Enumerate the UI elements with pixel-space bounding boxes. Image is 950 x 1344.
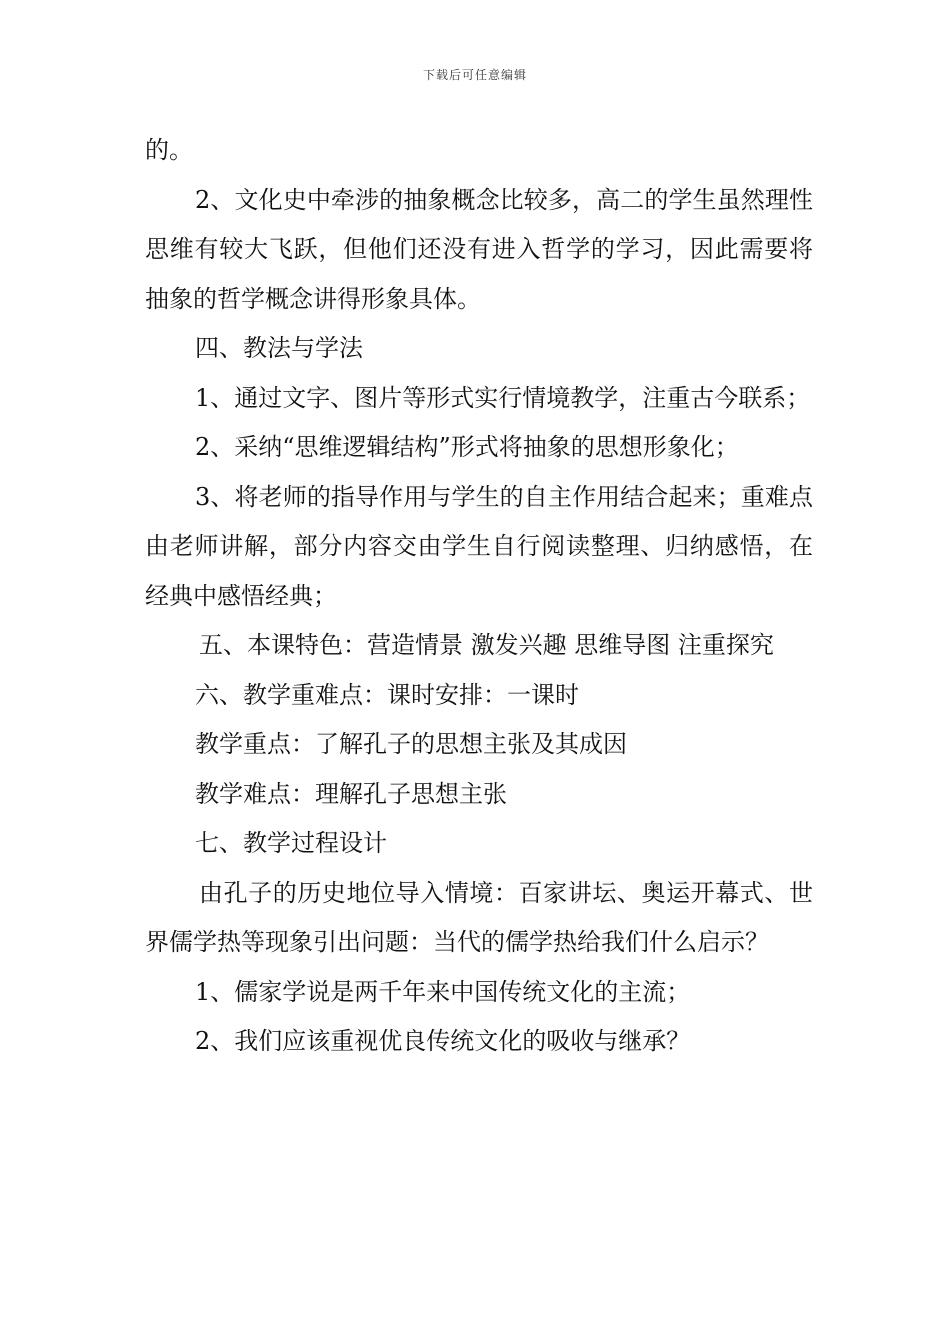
section-heading-methods: 四、教法与学法 bbox=[195, 334, 363, 362]
page-header-note: 下载后可任意编辑 bbox=[422, 68, 527, 82]
paragraph-introduction: 由孔子的历史地位导入情境：百家讲坛、奥运开幕式、世界儒学热等现象引出问题：当代的儒学热给我们什么启示？ bbox=[145, 878, 813, 956]
paragraph-continuation: 的。 bbox=[145, 136, 193, 164]
paragraph-key-point: 教学重点：了解孔子的思想主张及其成因 bbox=[195, 730, 627, 758]
section-heading-process: 七、教学过程设计 bbox=[195, 829, 387, 857]
paragraph-method-3: 3、将老师的指导作用与学生的自主作用结合起来；重难点由老师讲解，部分内容交由学生自行阅读整理、归纳感悟，在经典中感悟经典； bbox=[145, 482, 813, 610]
paragraph-answer-2: 2、我们应该重视优良传统文化的吸收与继承？ bbox=[195, 1027, 691, 1055]
section-heading-features: 五、本课特色：营造情景 激发兴趣 思维导图 注重探究 bbox=[199, 631, 774, 659]
paragraph-difficult-point: 教学难点：理解孔子思想主张 bbox=[195, 779, 507, 808]
paragraph-abstract-concepts: 2、文化史中牵涉的抽象概念比较多，高二的学生虽然理性思维有较大飞跃，但他们还没有进入哲学的学习，因此需要将抽象的哲学概念讲得形象具体。 bbox=[145, 185, 813, 313]
section-heading-key-points: 六、教学重难点：课时安排：一课时 bbox=[195, 680, 579, 709]
paragraph-method-2: 2、采纳“思维逻辑结构”形式将抽象的思想形象化； bbox=[195, 433, 739, 461]
paragraph-answer-1: 1、儒家学说是两千年来中国传统文化的主流； bbox=[195, 977, 691, 1006]
document-body bbox=[145, 126, 813, 1067]
paragraph-method-1: 1、通过文字、图片等形式实行情境教学，注重古今联系； bbox=[195, 383, 811, 412]
